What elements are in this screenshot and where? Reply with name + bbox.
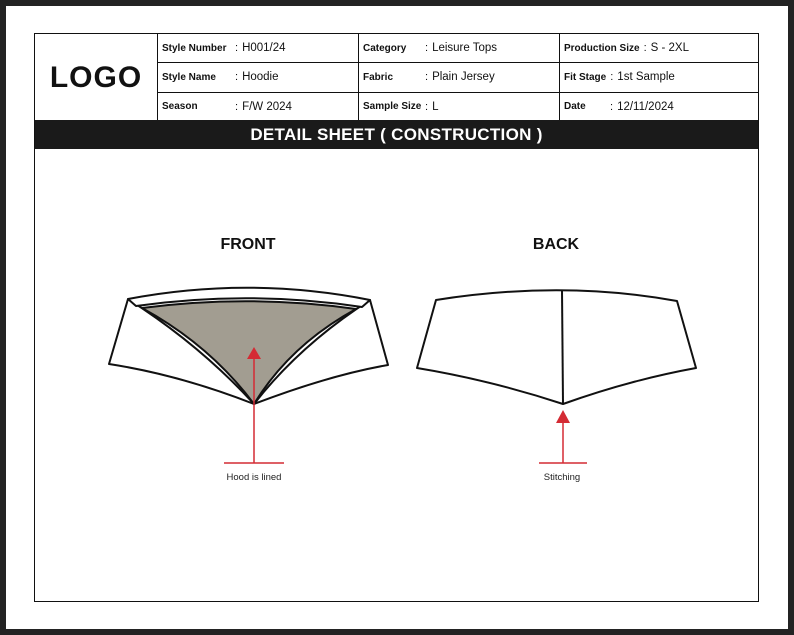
date-value: 12/11/2024 bbox=[617, 100, 674, 113]
style-name-value: Hoodie bbox=[242, 71, 279, 84]
back-hood-outline bbox=[417, 290, 696, 404]
separator: : bbox=[235, 42, 239, 55]
fit-stage-label: Fit Stage bbox=[564, 71, 607, 83]
back-callout-arrowhead bbox=[556, 410, 570, 423]
separator: : bbox=[643, 42, 647, 55]
front-view-label: FRONT bbox=[220, 236, 276, 253]
sample-size-value: L bbox=[432, 100, 439, 113]
page bbox=[6, 6, 788, 629]
front-callout-text: Hood is lined bbox=[226, 472, 282, 483]
back-callout-text: Stitching bbox=[543, 472, 581, 483]
separator: : bbox=[235, 100, 239, 113]
season-label: Season bbox=[162, 101, 198, 113]
logo: LOGO bbox=[35, 34, 158, 121]
separator: : bbox=[235, 71, 239, 84]
separator: : bbox=[425, 100, 429, 113]
production-size-value: S - 2XL bbox=[650, 42, 689, 55]
fit-stage-value: 1st Sample bbox=[617, 71, 675, 84]
production-size-label: Production Size bbox=[564, 42, 640, 54]
date-label: Date bbox=[564, 101, 586, 113]
fabric-value: Plain Jersey bbox=[432, 71, 495, 84]
back-view-label: BACK bbox=[532, 236, 580, 253]
separator: : bbox=[425, 42, 429, 55]
style-number-label: Style Number bbox=[162, 42, 227, 54]
sheet-title: DETAIL SHEET ( CONSTRUCTION ) bbox=[35, 120, 758, 149]
separator: : bbox=[425, 71, 429, 84]
separator: : bbox=[610, 100, 614, 113]
sample-size-label: Sample Size bbox=[363, 101, 422, 113]
front-hood-drawing bbox=[109, 288, 388, 463]
separator: : bbox=[610, 71, 614, 84]
back-hood-center-seam bbox=[562, 290, 563, 404]
category-value: Leisure Tops bbox=[432, 42, 498, 55]
style-number-value: H001/24 bbox=[242, 42, 286, 55]
back-hood-drawing bbox=[417, 290, 696, 463]
style-name-label: Style Name bbox=[162, 71, 216, 83]
season-value: F/W 2024 bbox=[242, 100, 292, 113]
category-label: Category bbox=[363, 42, 407, 54]
construction-drawings bbox=[6, 6, 788, 629]
fabric-label: Fabric bbox=[363, 71, 394, 83]
